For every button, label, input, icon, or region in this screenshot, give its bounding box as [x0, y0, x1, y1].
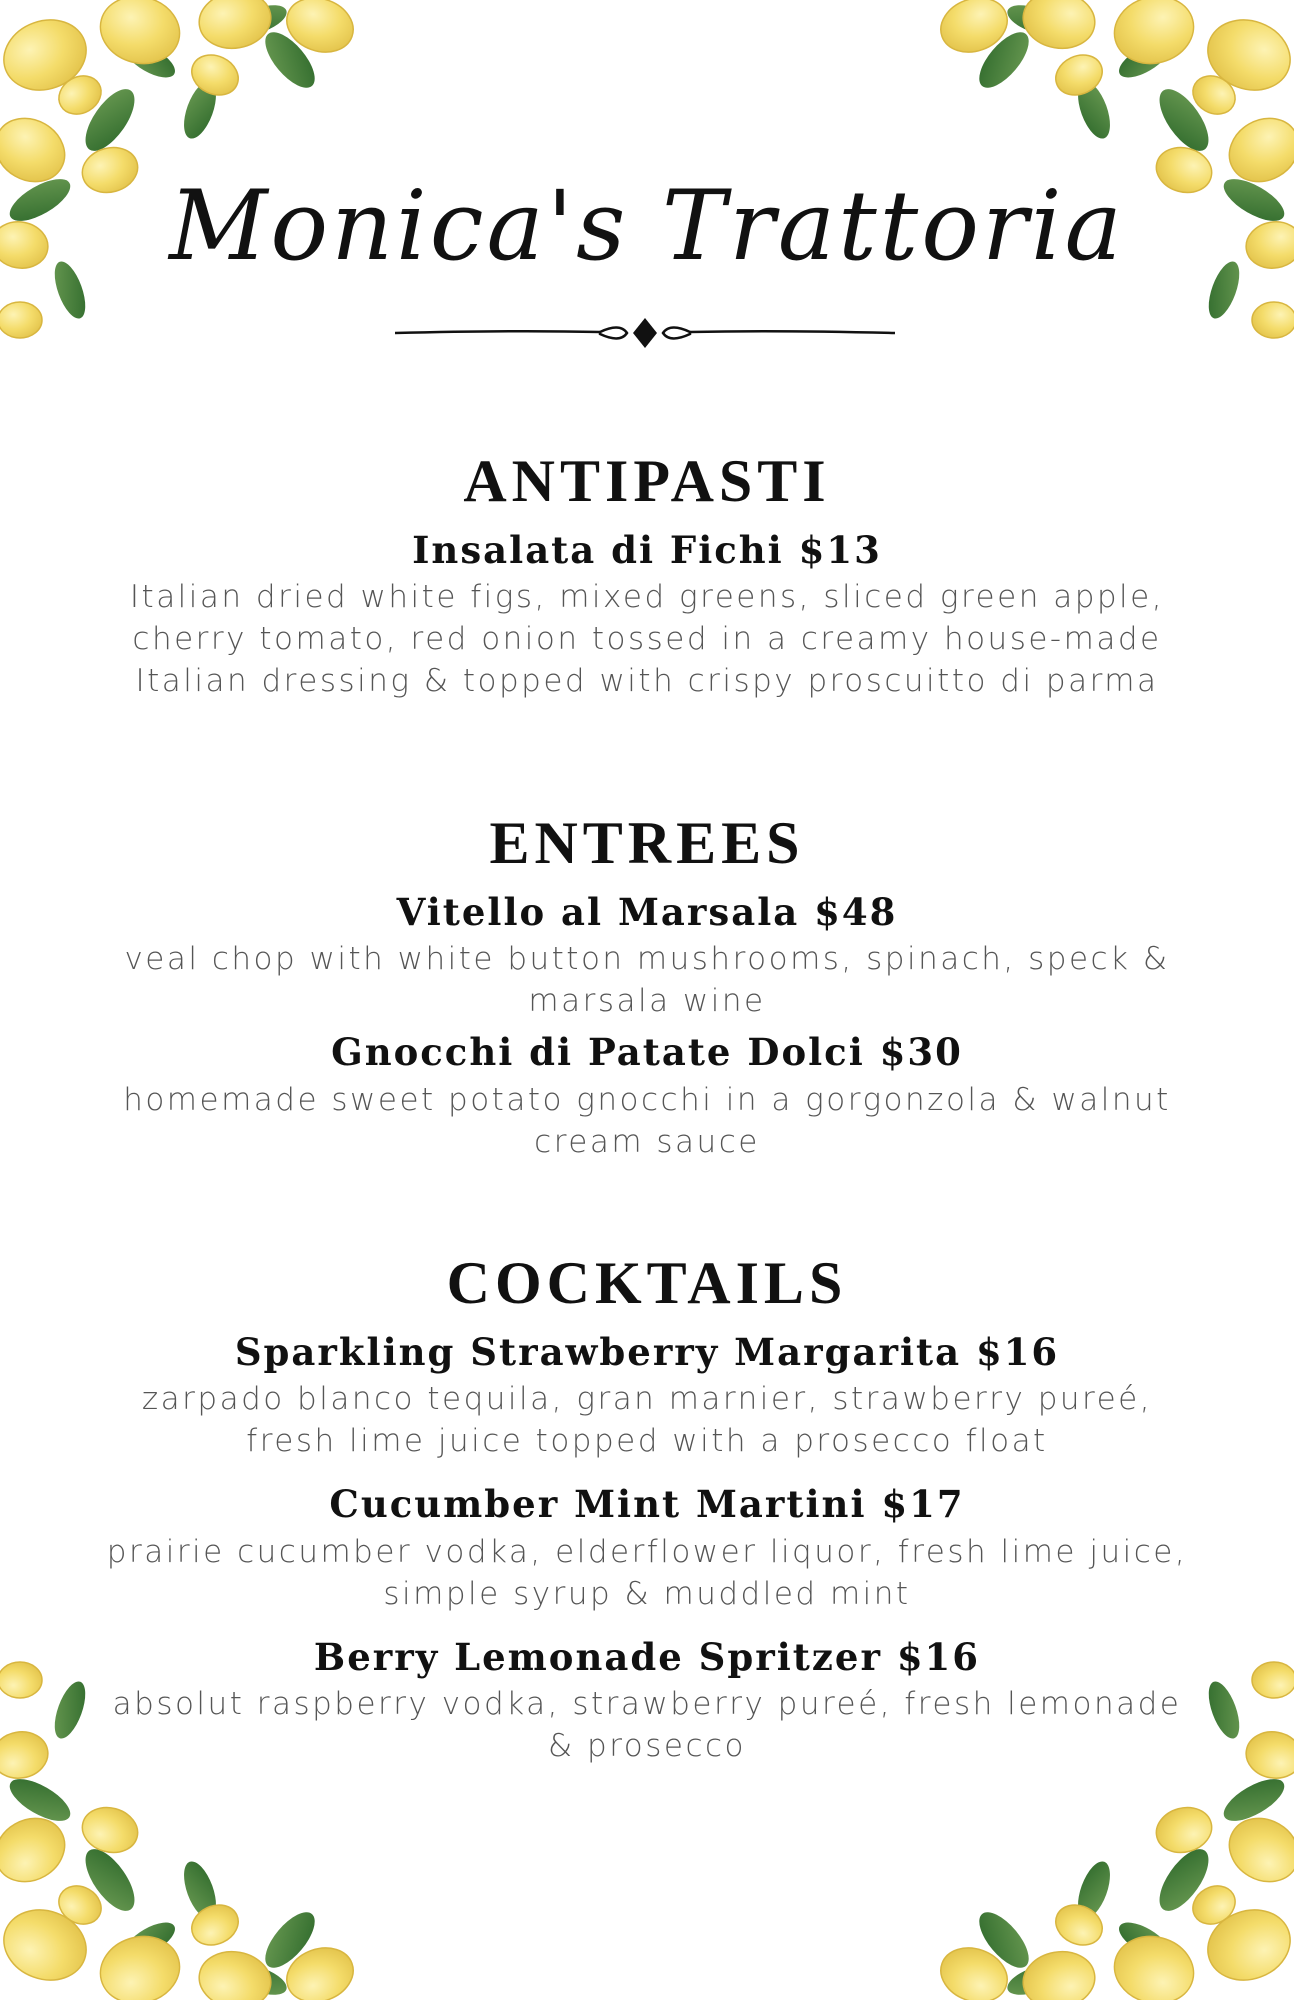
menu-item-name: Gnocchi di Patate Dolci $30 [331, 1030, 963, 1075]
menu-item-description: veal chop with white button mushrooms, spinach, speck & marsala wine [124, 941, 1170, 1020]
menu-item-description: zarpado blanco tequila, gran marnier, strawberry pureé, fresh lime juice topped with a prosecco float [141, 1381, 1153, 1460]
menu-item-name: Sparkling Strawberry Margarita $16 [234, 1330, 1060, 1374]
menu-item-name: Berry Lemonade Spritzer $16 [313, 1634, 981, 1679]
restaurant-name-title: Monica's Trattoria [169, 170, 1125, 282]
menu-item-name: Insalata di Fichi $13 [412, 528, 882, 572]
section-entrees [60, 810, 1234, 1171]
section-heading: ENTREES [489, 810, 805, 876]
section-antipasti [60, 448, 1234, 720]
section-heading: COCKTAILS [446, 1250, 848, 1316]
menu-item-description: prairie cucumber vodka, elderflower liquor, fresh lime juice, simple syrup & muddled mint [106, 1533, 1188, 1612]
menu-item-description: Italian dried white figs, mixed greens, sliced green apple, cherry tomato, red onion tossed in a creamy house-made Italian dressing & topped with crispy proscuitto di parma [129, 579, 1165, 700]
menu-item-name: Cucumber Mint Martini $17 [329, 1482, 965, 1527]
section-heading: ANTIPASTI [463, 448, 831, 514]
menu-item-name: Vitello al Marsala $48 [396, 890, 898, 934]
menu-item-description: homemade sweet potato gnocchi in a gorgonzola & walnut cream sauce [123, 1081, 1171, 1160]
section-cocktails [60, 1250, 1234, 1787]
ornamental-divider-icon [395, 313, 895, 353]
menu-item-description: absolut raspberry vodka, strawberry pureé, fresh lemonade & prosecco [112, 1686, 1182, 1765]
